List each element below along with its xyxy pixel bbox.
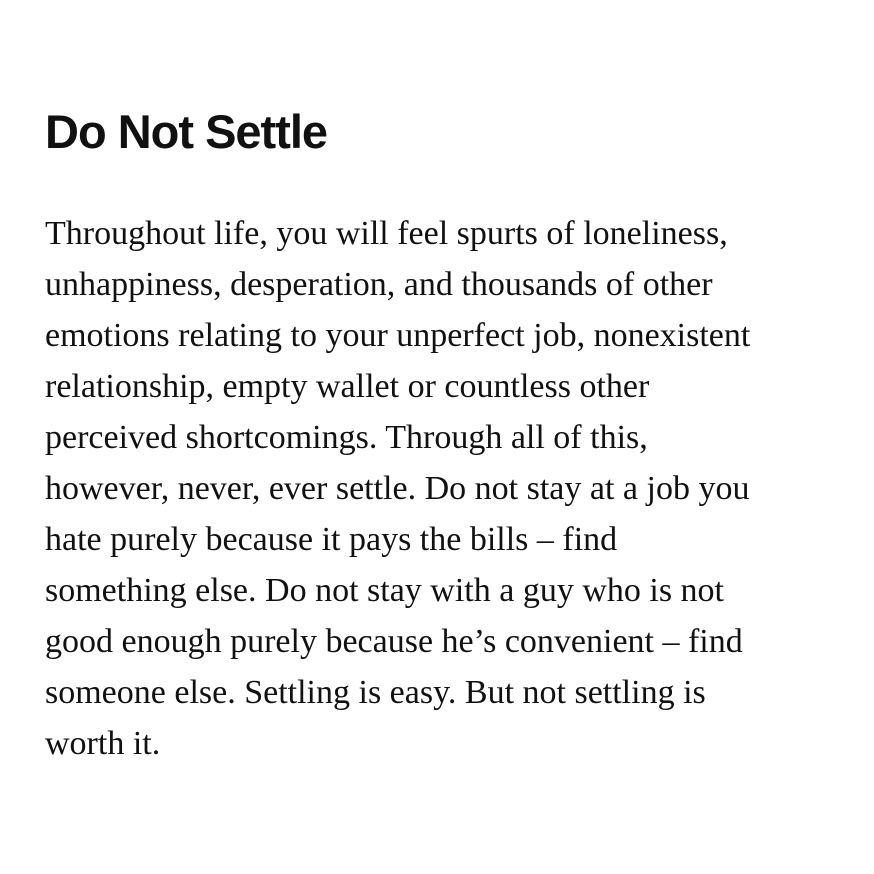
article-body — [45, 208, 865, 769]
body-line: however, never, ever settle. Do not stay at a job you — [45, 470, 750, 507]
body-line: perceived shortcomings. Through all of this, — [45, 419, 648, 456]
body-line: worth it. — [45, 725, 161, 762]
body-line: unhappiness, desperation, and thousands of other — [45, 266, 713, 303]
body-line: something else. Do not stay with a guy who is not — [45, 572, 725, 609]
article-title: Do Not Settle — [45, 105, 328, 158]
body-line: emotions relating to your unperfect job, nonexistent — [45, 317, 751, 354]
body-line: good enough purely because he’s convenient – find — [45, 623, 743, 660]
body-line: hate purely because it pays the bills – find — [45, 521, 618, 558]
body-line: relationship, empty wallet or countless other — [45, 368, 650, 405]
body-line: someone else. Settling is easy. But not settling is — [45, 674, 706, 711]
body-line: Throughout life, you will feel spurts of loneliness, — [45, 215, 728, 252]
